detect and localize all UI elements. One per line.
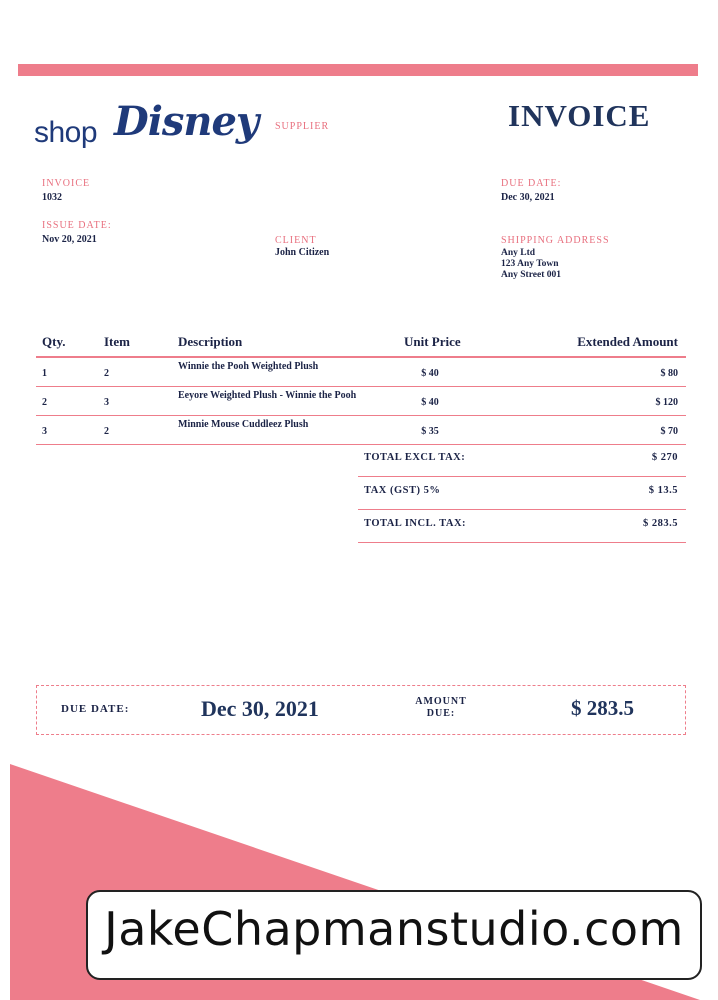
totals-section bbox=[358, 444, 686, 543]
shipping-line: Any Street 001 bbox=[501, 270, 561, 280]
total-incl-tax-label: TOTAL INCL. TAX: bbox=[364, 518, 467, 529]
watermark-text: JakeChapmanstudio.com bbox=[104, 902, 684, 956]
line-items-table bbox=[36, 332, 686, 445]
cell-qty: 3 bbox=[42, 426, 47, 437]
invoice-title: INVOICE bbox=[508, 98, 651, 133]
cell-description: Eeyore Weighted Plush - Winnie the Pooh bbox=[178, 390, 357, 401]
cell-qty: 1 bbox=[42, 368, 47, 379]
client-label: CLIENT bbox=[275, 235, 317, 246]
shipping-line: 123 Any Town bbox=[501, 259, 559, 269]
cell-item: 2 bbox=[104, 368, 109, 379]
shipping-line: Any Ltd bbox=[501, 248, 536, 258]
cell-description: Winnie the Pooh Weighted Plush bbox=[178, 361, 319, 372]
invoice-number-label: INVOICE bbox=[42, 178, 91, 189]
amount-due-value: $ 283.5 bbox=[571, 696, 634, 720]
cell-qty: 2 bbox=[42, 397, 47, 408]
due-date-label: DUE DATE: bbox=[501, 178, 562, 189]
total-excl-tax-row bbox=[358, 444, 686, 477]
total-incl-tax-row bbox=[358, 510, 686, 543]
amount-due-label-line: AMOUNT bbox=[415, 696, 467, 707]
header-unit-price: Unit Price bbox=[404, 334, 461, 349]
total-incl-tax-value: $ 283.5 bbox=[643, 518, 678, 529]
tax-label: TAX (GST) 5% bbox=[364, 485, 441, 496]
amount-due-label bbox=[409, 696, 473, 720]
table-row bbox=[36, 387, 686, 416]
logo-shop-text: shop bbox=[34, 116, 98, 149]
shop-disney-logo bbox=[34, 96, 274, 166]
cell-extended-amount: $ 80 bbox=[660, 368, 678, 379]
table-header bbox=[36, 332, 686, 358]
due-box-date-value: Dec 30, 2021 bbox=[201, 696, 319, 721]
cell-item: 3 bbox=[104, 397, 109, 408]
logo-brand-text: Disney bbox=[114, 98, 259, 145]
tax-value: $ 13.5 bbox=[648, 485, 678, 496]
cell-unit-price: $ 40 bbox=[421, 368, 439, 379]
due-date-value: Dec 30, 2021 bbox=[501, 192, 555, 203]
shipping-address-label: SHIPPING ADDRESS bbox=[501, 235, 610, 246]
amount-due-label-line: DUE: bbox=[426, 708, 456, 719]
watermark-banner bbox=[86, 890, 702, 980]
total-excl-tax-value: $ 270 bbox=[651, 452, 678, 463]
amount-due-box bbox=[36, 685, 686, 735]
supplier-label: SUPPLIER bbox=[275, 121, 330, 132]
header-qty: Qty. bbox=[42, 334, 66, 349]
due-box-date-label: DUE DATE: bbox=[61, 703, 130, 715]
invoice-number: 1032 bbox=[42, 192, 62, 203]
table-row bbox=[36, 416, 686, 445]
tax-row bbox=[358, 477, 686, 510]
cell-extended-amount: $ 70 bbox=[660, 426, 678, 437]
table-row bbox=[36, 358, 686, 387]
cell-description: Minnie Mouse Cuddleez Plush bbox=[178, 419, 309, 430]
header-accent-bar bbox=[18, 64, 698, 76]
header-extended-amount: Extended Amount bbox=[577, 334, 678, 349]
cell-extended-amount: $ 120 bbox=[655, 397, 678, 408]
header-description: Description bbox=[178, 334, 243, 349]
header-item: Item bbox=[104, 334, 130, 349]
issue-date-value: Nov 20, 2021 bbox=[42, 234, 97, 245]
issue-date-label: ISSUE DATE: bbox=[42, 220, 112, 231]
shipping-address bbox=[501, 248, 561, 281]
cell-item: 2 bbox=[104, 426, 109, 437]
client-name: John Citizen bbox=[275, 247, 330, 258]
cell-unit-price: $ 35 bbox=[421, 426, 439, 437]
total-excl-tax-label: TOTAL EXCL TAX: bbox=[364, 452, 466, 463]
cell-unit-price: $ 40 bbox=[421, 397, 439, 408]
